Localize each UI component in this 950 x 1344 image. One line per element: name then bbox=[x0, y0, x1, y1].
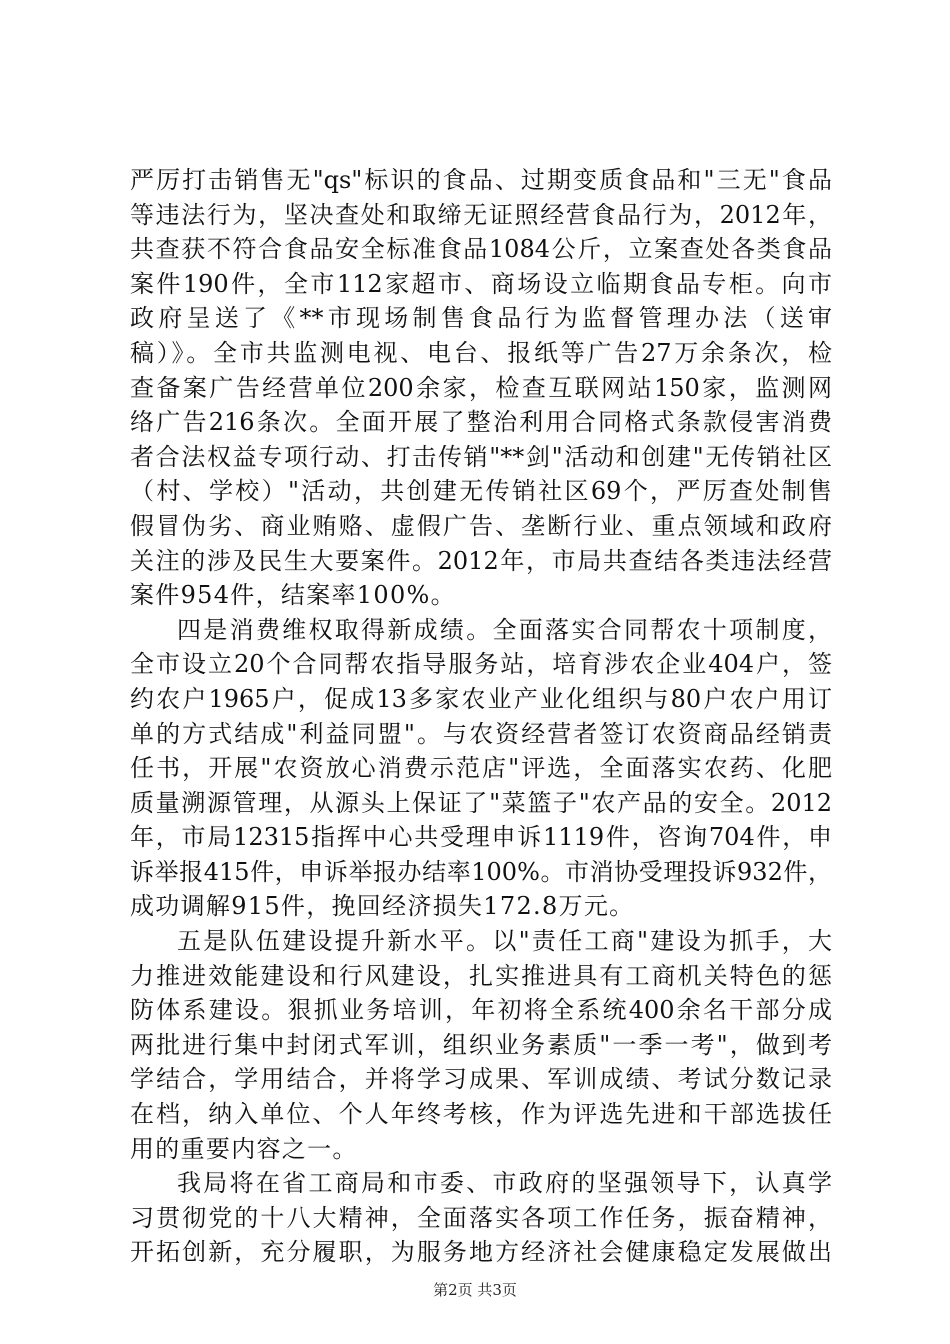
text-line: 力推进效能建设和行风建设，扎实推进具有工商机关特色的惩 bbox=[130, 961, 832, 990]
text-line: 全市设立20个合同帮农指导服务站，培育涉农企业404户，签 bbox=[130, 650, 832, 679]
text-line: 两批进行集中封闭式军训，组织业务素质"一季一考"，做到考 bbox=[130, 1030, 832, 1059]
text-line: 关注的涉及民生大要案件。2012年，市局共查结各类违法经营 bbox=[130, 546, 832, 575]
body-text bbox=[130, 163, 832, 1270]
text-line: 政府呈送了《**市现场制售食品行为监督管理办法（送审 bbox=[130, 304, 832, 333]
paragraph-first-line: 我局将在省工商局和市委、市政府的坚强领导下，认真学 bbox=[177, 1169, 832, 1198]
text-line: 约农户1965户，促成13多家农业产业化组织与80户农户用订 bbox=[130, 684, 832, 713]
text-line: 学结合，学用结合，并将学习成果、军训成绩、考试分数记录 bbox=[130, 1065, 832, 1094]
text-line: 开拓创新，充分履职，为服务地方经济社会健康稳定发展做出 bbox=[130, 1238, 832, 1267]
text-line: 任书，开展"农资放心消费示范店"评选，全面落实农药、化肥 bbox=[130, 754, 832, 783]
text-line: 查备案广告经营单位200余家，检查互联网站150家，监测网 bbox=[130, 373, 832, 402]
page-number-footer: 第2页 共3页 bbox=[433, 1281, 517, 1299]
text-line: 质量溯源管理，从源头上保证了"菜篮子"农产品的安全。2012 bbox=[130, 788, 832, 817]
paragraph-first-line: 四是消费维权取得新成绩。全面落实合同帮农十项制度， bbox=[177, 615, 832, 644]
text-line: （村、学校）"活动，共创建无传销社区69个，严厉查处制售 bbox=[130, 477, 832, 506]
text-line: 络广告216条次。全面开展了整治利用合同格式条款侵害消费 bbox=[130, 408, 832, 437]
text-line: 案件954件，结案率100%。 bbox=[130, 581, 456, 610]
text-line: 习贯彻党的十八大精神，全面落实各项工作任务，振奋精神， bbox=[130, 1203, 832, 1232]
text-line: 防体系建设。狠抓业务培训，年初将全系统400余名干部分成 bbox=[130, 996, 832, 1025]
text-line: 者合法权益专项行动、打击传销"**剑"活动和创建"无传销社区 bbox=[130, 442, 832, 471]
paragraph-first-line: 五是队伍建设提升新水平。以"责任工商"建设为抓手，大 bbox=[177, 927, 832, 956]
text-line: 共查获不符合食品安全标准食品1084公斤，立案查处各类食品 bbox=[130, 235, 832, 264]
text-line: 单的方式结成"利益同盟"。与农资经营者签订农资商品经销责 bbox=[130, 719, 832, 748]
text-line: 用的重要内容之一。 bbox=[130, 1134, 358, 1163]
text-line: 严厉打击销售无"qs"标识的食品、过期变质食品和"三无"食品 bbox=[130, 166, 832, 194]
text-line: 假冒伪劣、商业贿赂、虚假广告、垄断行业、重点领域和政府 bbox=[130, 511, 832, 540]
text-line: 等违法行为，坚决查处和取缔无证照经营食品行为，2012年， bbox=[130, 200, 832, 229]
text-line: 稿）》。全市共监测电视、电台、报纸等广告27万余条次，检 bbox=[130, 338, 832, 367]
text-line: 成功调解915件，挽回经济损失172.8万元。 bbox=[130, 892, 635, 921]
text-line: 诉举报415件，申诉举报办结率100%。市消协受理投诉932件， bbox=[130, 857, 832, 886]
text-line: 在档，纳入单位、个人年终考核，作为评选先进和干部选拔任 bbox=[130, 1100, 832, 1129]
text-line: 案件190件，全市112家超市、商场设立临期食品专柜。向市 bbox=[130, 269, 832, 298]
text-line: 年，市局12315指挥中心共受理申诉1119件，咨询704件，申 bbox=[130, 823, 832, 852]
